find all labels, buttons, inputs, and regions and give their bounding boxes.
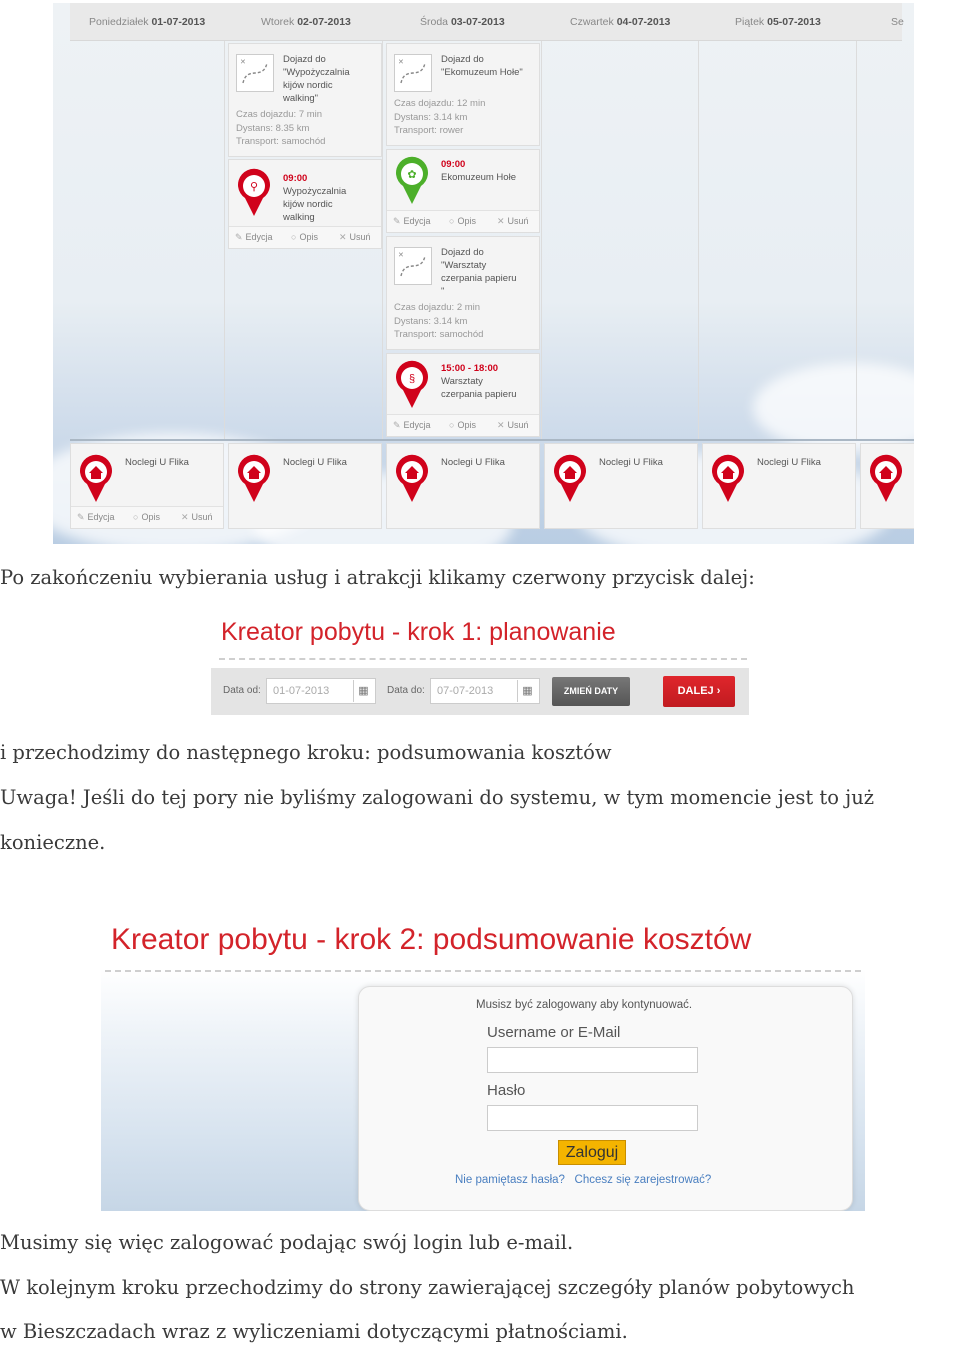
map-pin-icon xyxy=(393,360,431,410)
description-button[interactable]: ○ Opis xyxy=(133,512,160,522)
login-notice: Musisz być zalogowany aby kontynuować. xyxy=(476,999,693,1011)
pencil-icon: ✎ xyxy=(393,420,401,430)
day-label: Wtorek 02-07-2013 xyxy=(261,16,351,28)
route-meta: Czas dojazdu: 7 min Dystans: 8.35 km Transport: samochód xyxy=(236,109,326,147)
edit-button[interactable]: ✎ Edycja xyxy=(393,420,431,430)
username-label: Username or E-Mail xyxy=(487,1024,621,1041)
paragraph: Po zakończeniu wybierania usług i atrakcji klikamy czerwony przycisk dalej: xyxy=(0,566,755,589)
edit-button[interactable]: ✎ Edycja xyxy=(393,216,431,226)
magnifier-icon: ○ xyxy=(291,232,297,242)
route-icon xyxy=(236,54,274,92)
home-pin-icon xyxy=(393,454,431,504)
stay-card[interactable] xyxy=(70,443,224,529)
paragraph: W kolejnym kroku przechodzimy do strony zawierającej szczegóły planów pobytowych xyxy=(0,1276,855,1299)
stay-card[interactable] xyxy=(228,443,382,529)
date-to-field[interactable]: 07-07-2013 ▦ xyxy=(430,678,540,704)
warning-paragraph-cont: konieczne. xyxy=(0,831,106,854)
svg-text:✕: ✕ xyxy=(398,252,404,259)
event-card[interactable] xyxy=(228,159,382,249)
stay-label: Noclegi U Flika xyxy=(283,457,347,468)
step1-screenshot xyxy=(211,612,749,715)
route-card[interactable] xyxy=(228,43,382,157)
stay-card[interactable] xyxy=(702,443,856,529)
route-card[interactable] xyxy=(386,236,540,350)
login-button[interactable]: Zaloguj xyxy=(558,1140,626,1165)
event-info: 09:00 Ekomuzeum Hołe xyxy=(441,159,516,183)
paragraph-cont: w Bieszczadach wraz z wyliczeniami dotyczącymi płatnościami. xyxy=(0,1320,628,1343)
password-label: Hasło xyxy=(487,1082,526,1099)
day-label: Poniedziałek 01-07-2013 xyxy=(89,16,206,28)
event-card[interactable] xyxy=(386,353,540,437)
day-label: Czwartek 04-07-2013 xyxy=(570,16,671,28)
column-divider xyxy=(382,41,383,439)
home-pin-icon xyxy=(551,454,589,504)
event-actions xyxy=(229,226,381,248)
warning-paragraph: Uwaga! Jeśli do tej pory nie byliśmy zalogowani do systemu, w tym momencie jest to już xyxy=(0,786,875,809)
day-header xyxy=(70,3,902,41)
username-input[interactable] xyxy=(487,1047,698,1073)
close-icon: ✕ xyxy=(339,232,347,242)
pencil-icon: ✎ xyxy=(235,232,243,242)
magnifier-icon: ○ xyxy=(133,512,139,522)
calendar-icon[interactable]: ▦ xyxy=(517,680,537,702)
paragraph: i przechodzimy do następnego kroku: podsumowania kosztów xyxy=(0,741,612,764)
home-pin-icon xyxy=(709,454,747,504)
magnifier-icon: ○ xyxy=(449,216,455,226)
paragraph: Musimy się więc zalogować podając swój login lub e-mail. xyxy=(0,1231,574,1254)
chevron-right-icon: › xyxy=(716,685,721,697)
description-button[interactable]: ○ Opis xyxy=(449,420,476,430)
day-label: Środa 03-07-2013 xyxy=(420,16,505,28)
delete-button[interactable]: ✕ Usuń xyxy=(497,216,529,226)
home-pin-icon xyxy=(867,454,905,504)
date-toolbar xyxy=(211,668,749,715)
divider xyxy=(105,970,861,972)
description-button[interactable]: ○ Opis xyxy=(449,216,476,226)
home-pin-icon xyxy=(77,454,115,504)
calendar-icon[interactable]: ▦ xyxy=(353,680,373,702)
column-divider xyxy=(856,41,857,439)
event-actions xyxy=(387,210,539,232)
map-pin-icon xyxy=(393,156,431,206)
next-button[interactable]: DALEJ › xyxy=(663,676,735,707)
event-info: 15:00 - 18:00 Warsztaty czerpania papieru xyxy=(441,363,517,400)
svg-text:§: § xyxy=(408,373,416,385)
login-links xyxy=(455,1174,711,1186)
edit-button[interactable]: ✎ Edycja xyxy=(77,512,115,522)
home-pin-icon xyxy=(235,454,273,504)
route-card[interactable] xyxy=(386,43,540,146)
delete-button[interactable]: ✕ Usuń xyxy=(339,232,371,242)
description-button[interactable]: ○ Opis xyxy=(291,232,318,242)
close-icon: ✕ xyxy=(497,216,505,226)
stay-actions xyxy=(71,506,223,528)
delete-button[interactable]: ✕ Usuń xyxy=(181,512,213,522)
stay-label: Noclegi U Flika xyxy=(599,457,663,468)
forgot-password-link[interactable]: Nie pamiętasz hasła? xyxy=(455,1174,565,1186)
event-info: 09:00 Wypożyczalnia kijów nordic walking xyxy=(283,173,347,223)
page-title: Kreator pobytu - krok 2: podsumowanie kosztów xyxy=(111,923,752,956)
page-title: Kreator pobytu - krok 1: planowanie xyxy=(221,618,616,646)
route-title: Dojazd do "Warsztaty czerpania papieru " xyxy=(441,247,517,297)
route-meta: Czas dojazdu: 2 min Dystans: 3.14 km Transport: samochód xyxy=(394,302,484,340)
delete-button[interactable]: ✕ Usuń xyxy=(497,420,529,430)
register-link[interactable]: Chcesz się zarejestrować? xyxy=(574,1174,712,1186)
stay-label: Noclegi U Flika xyxy=(757,457,821,468)
day-label: Piątek 05-07-2013 xyxy=(735,16,821,28)
route-title: Dojazd do "Ekomuzeum Hołe" xyxy=(441,54,523,78)
column-divider xyxy=(698,41,699,439)
column-divider xyxy=(224,41,225,439)
svg-text:⚲: ⚲ xyxy=(249,181,259,193)
event-actions xyxy=(387,414,539,436)
stay-card[interactable] xyxy=(544,443,698,529)
column-divider xyxy=(541,41,542,439)
route-icon xyxy=(394,54,432,92)
date-from-field[interactable]: 01-07-2013 ▦ xyxy=(266,678,376,704)
edit-button[interactable]: ✎ Edycja xyxy=(235,232,273,242)
password-input[interactable] xyxy=(487,1105,698,1131)
accommodation-row xyxy=(70,439,914,529)
magnifier-icon: ○ xyxy=(449,420,455,430)
step2-screenshot xyxy=(101,916,865,1211)
map-pin-icon xyxy=(235,168,273,218)
svg-text:✿: ✿ xyxy=(407,169,417,181)
close-icon: ✕ xyxy=(497,420,505,430)
stay-card[interactable] xyxy=(860,443,914,529)
close-icon: ✕ xyxy=(181,512,189,522)
login-form xyxy=(358,986,853,1211)
date-to-label: Data do: xyxy=(387,685,425,696)
event-card[interactable] xyxy=(386,149,540,233)
planner-screenshot xyxy=(53,3,914,544)
svg-text:✕: ✕ xyxy=(240,59,246,66)
date-from-label: Data od: xyxy=(223,685,261,696)
route-meta: Czas dojazdu: 12 min Dystans: 3.14 km Transport: rower xyxy=(394,98,486,136)
change-dates-button[interactable]: ZMIEŃ DATY xyxy=(552,677,630,706)
pencil-icon: ✎ xyxy=(393,216,401,226)
route-icon xyxy=(394,247,432,285)
stay-label: Noclegi U Flika xyxy=(125,457,189,468)
stay-label: Noclegi U Flika xyxy=(441,457,505,468)
svg-text:✕: ✕ xyxy=(398,59,404,66)
pencil-icon: ✎ xyxy=(77,512,85,522)
route-title: Dojazd do "Wypożyczalnia kijów nordic walking" xyxy=(283,54,350,104)
day-label: Se xyxy=(891,16,904,28)
stay-card[interactable] xyxy=(386,443,540,529)
divider xyxy=(219,658,747,660)
